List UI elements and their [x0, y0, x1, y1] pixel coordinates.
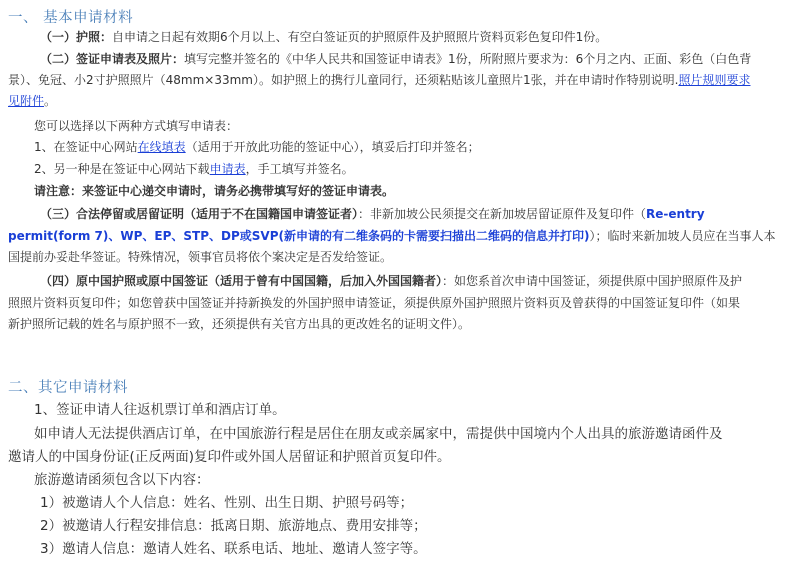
item2-line1: [40, 49, 751, 70]
item3-text-a: ：非新加坡公民须提交在新加坡居留证原件及复印件（: [358, 207, 647, 221]
item2-text-a: 填写完整并签名的《中华人民共和国签证申请表》1份，所附照片要求为：6个月之内、正面、彩色（白色背: [184, 52, 752, 66]
item2-line3: [8, 91, 56, 112]
s2-line-6: 2）被邀请人行程安排信息：抵离日期、旅游地点、费用安排等；: [40, 518, 427, 534]
item2-label: （二）签证申请表及照片：: [40, 52, 185, 66]
attachment-link[interactable]: 见附件: [8, 94, 45, 108]
option1-pre: 1、在签证中心网站: [34, 140, 138, 154]
section2-heading: 二、其它申请材料: [8, 380, 128, 396]
s2-line-4: 旅游邀请函须包含以下内容：: [34, 472, 210, 488]
application-form-link[interactable]: 申请表: [209, 162, 246, 176]
option2-post: ，手工填写并签名。: [245, 162, 354, 176]
s2-line-3: 邀请人的中国身份证(正反两面)复印件或外国人居留证和护照首页复印件。: [8, 449, 451, 465]
item1-line: [40, 27, 607, 48]
s2-line-5: 1）被邀请人个人信息：姓名、性别、出生日期、护照号码等；: [40, 495, 414, 511]
item2-line2: [8, 70, 750, 91]
photo-rules-link[interactable]: 照片规则要求: [678, 73, 751, 87]
item3-line2: [8, 226, 776, 247]
item3-line3: 国提前办妥赴华签证。特殊情况，领事官员将依个案决定是否发给签证。: [8, 250, 393, 264]
item3-label: （三）合法停留或居留证明（适用于不在国籍国申请签证者）: [40, 207, 359, 221]
option1-post: （适用于开放此功能的签证中心），填妥后打印并签名；: [185, 140, 480, 154]
online-form-link[interactable]: 在线填表: [137, 140, 186, 154]
item4-text-a: ：如您系首次申请中国签证，须提供原中国护照原件及护: [442, 274, 743, 288]
option2-pre: 2、另一种是在签证中心网站下载: [34, 162, 210, 176]
s2-line-7: 3）邀请人信息：邀请人姓名、联系电话、地址、邀请人签字等。: [40, 541, 427, 557]
item2-text-c: 。: [44, 94, 57, 108]
item4-line3: 新护照所记载的姓名与原护照不一致，还须提供有关官方出具的更改姓名的证明文件）。: [8, 317, 471, 331]
option2-line: [34, 159, 354, 180]
fill-intro: 您可以选择以下两种方式填写申请表：: [34, 119, 239, 133]
section1-heading: 一、 基本申请材料: [8, 10, 134, 26]
item3-line1: [40, 204, 705, 225]
s2-line-2: 如申请人无法提供酒店订单，在中国旅游行程是居住在朋友或亲属家中，需提供中国境内个人出具的旅游邀请函件及: [34, 426, 723, 442]
item4-line1: [40, 271, 742, 292]
item4-label: （四）原中国护照或原中国签证（适用于曾有中国国籍，后加入外国国籍者）: [40, 274, 443, 288]
s2-line-1: 1、签证申请人往返机票订单和酒店订单。: [34, 402, 286, 418]
item2-text-b: 景）、免冠、小2寸护照照片（48mm×33mm）。如护照上的携行儿童同行，还须粘贴该儿童照片1张，并在申请时作特别说明.: [8, 73, 679, 87]
option1-line: [34, 137, 480, 158]
item3-text-b: ）；临时来新加坡人员应在当事人本: [589, 229, 776, 243]
item1-text: 自申请之日起有效期6个月以上、有空白签证页的护照原件及护照照片资料页彩色复印件1份。: [112, 30, 608, 44]
item4-line2: 照照片资料页复印件；如您曾获中国签证并持新换发的外国护照申请签证，须提供原外国护照照片资料页及曾获得的中国签证复印件（如果: [8, 296, 741, 310]
item3-blue-a: Re-entry: [646, 207, 705, 221]
item3-blue-b: permit(form 7)、WP、EP、STP、DP或SVP(新申请的有二维条码的卡需要扫描出二维码的信息并打印): [8, 229, 590, 243]
notice-text: 请注意：来签证中心递交申请时，请务必携带填写好的签证申请表。: [34, 184, 395, 198]
item1-label: （一）护照：: [40, 30, 113, 44]
